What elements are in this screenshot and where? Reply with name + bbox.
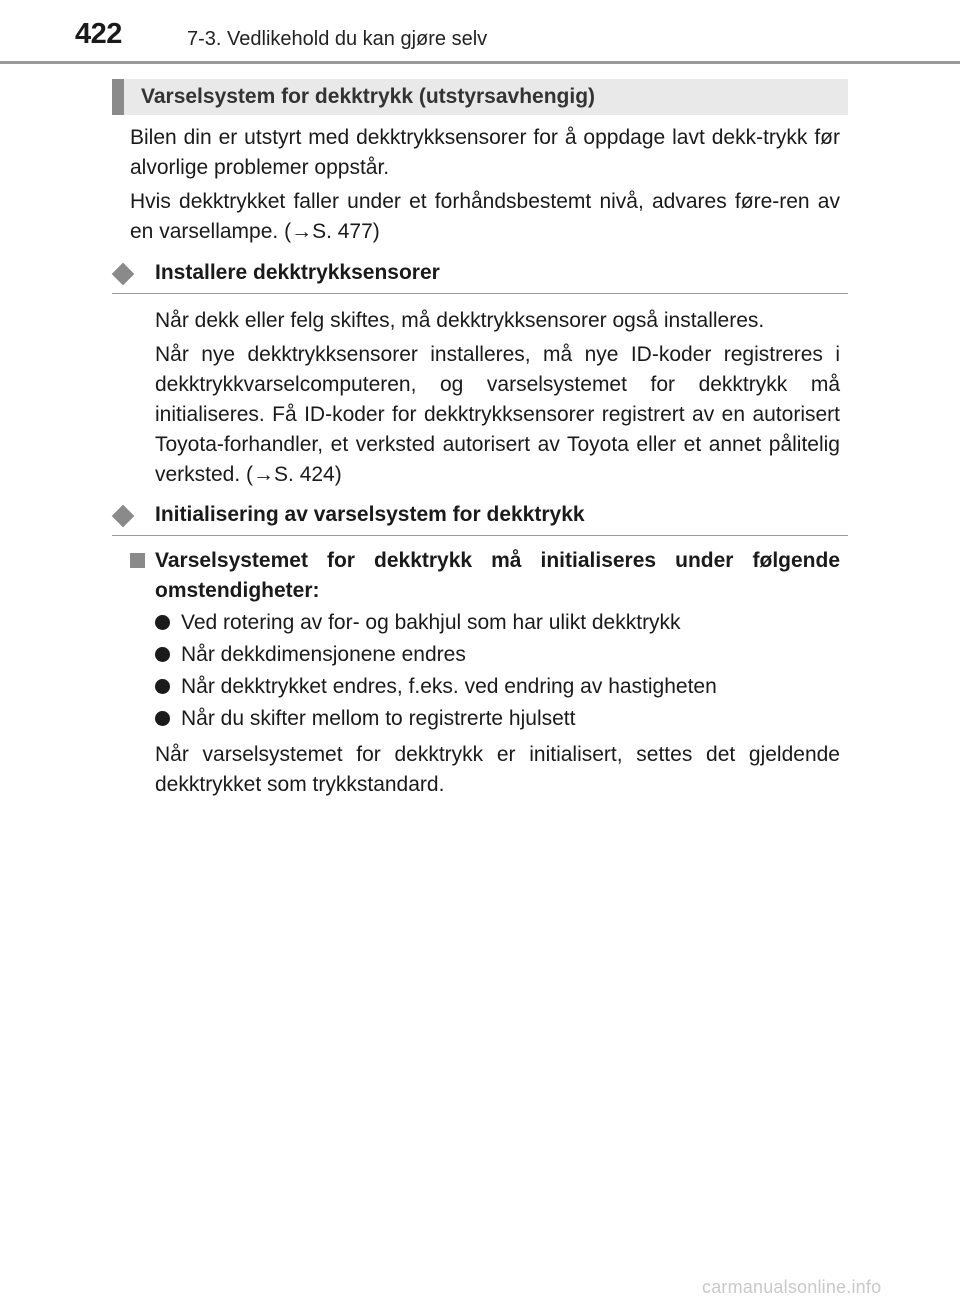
section-title-bar <box>112 79 848 115</box>
list-item <box>155 609 845 637</box>
list-item <box>155 641 845 669</box>
install-paragraph-2: Når nye dekktrykksensorer installeres, må nye ID-koder registreres i dekktrykkvarselcomputeren, og varselsystemet for dekktrykk må initialiseres. Få ID-koder for dekktrykksensorer registrert av en autorisert Toyota-forhandler, et verksted autorisert av Toyota eller et annet pålitelig verksted. (→S. 424) <box>155 343 840 486</box>
subheading-title: Initialisering av varselsystem for dekktrykk <box>155 503 585 526</box>
intro-paragraph-2: Hvis dekktrykket faller under et forhåndsbestemt nivå, advares føre-ren av en varsellampe. (→S. 477) <box>130 190 840 243</box>
subheading-install-sensors <box>112 261 848 291</box>
watermark: carmanualsonline.info <box>702 1277 882 1297</box>
chapter-title: 7-3. Vedlikehold du kan gjøre selv <box>187 28 488 50</box>
subheading-divider <box>112 293 848 294</box>
subheading-title: Installere dekktrykksensorer <box>155 261 440 284</box>
bullet-dot-icon <box>155 647 170 662</box>
list-item-text: Ved rotering av for- og bakhjul som har ulikt dekktrykk <box>181 611 681 634</box>
header-divider <box>0 61 960 64</box>
section-title: Varselsystem for dekktrykk (utstyrsavhengig) <box>141 85 596 108</box>
subheading-divider <box>112 535 848 536</box>
bullet-dot-icon <box>155 711 170 726</box>
list-item <box>155 673 845 701</box>
list-item-text: Når dekktrykket endres, f.eks. ved endring av hastigheten <box>181 675 717 698</box>
diamond-bullet-icon <box>112 505 135 528</box>
list-item <box>155 705 845 733</box>
bullet-dot-icon <box>155 615 170 630</box>
square-bullet-icon <box>130 553 145 568</box>
list-item-text: Når dekkdimensjonene endres <box>181 643 466 666</box>
subheading-initialisation <box>112 503 848 533</box>
list-item-text: Når du skifter mellom to registrerte hjulsett <box>181 707 576 730</box>
diamond-bullet-icon <box>112 263 135 286</box>
bullet-dot-icon <box>155 679 170 694</box>
page-number: 422 <box>75 18 122 50</box>
condition-heading: Varselsystemet for dekktrykk må initialiseres under følgende omstendigheter: <box>155 549 840 602</box>
intro-paragraph-1: Bilen din er utstyrt med dekktrykksensorer for å oppdage lavt dekk-trykk før alvorlige problemer oppstår. <box>130 126 840 179</box>
closing-paragraph: Når varselsystemet for dekktrykk er initialisert, settes det gjeldende dekktrykket som trykkstandard. <box>155 743 840 796</box>
page-header <box>0 0 960 66</box>
install-paragraph-1: Når dekk eller felg skiftes, må dekktrykksensorer også installeres. <box>155 309 765 332</box>
